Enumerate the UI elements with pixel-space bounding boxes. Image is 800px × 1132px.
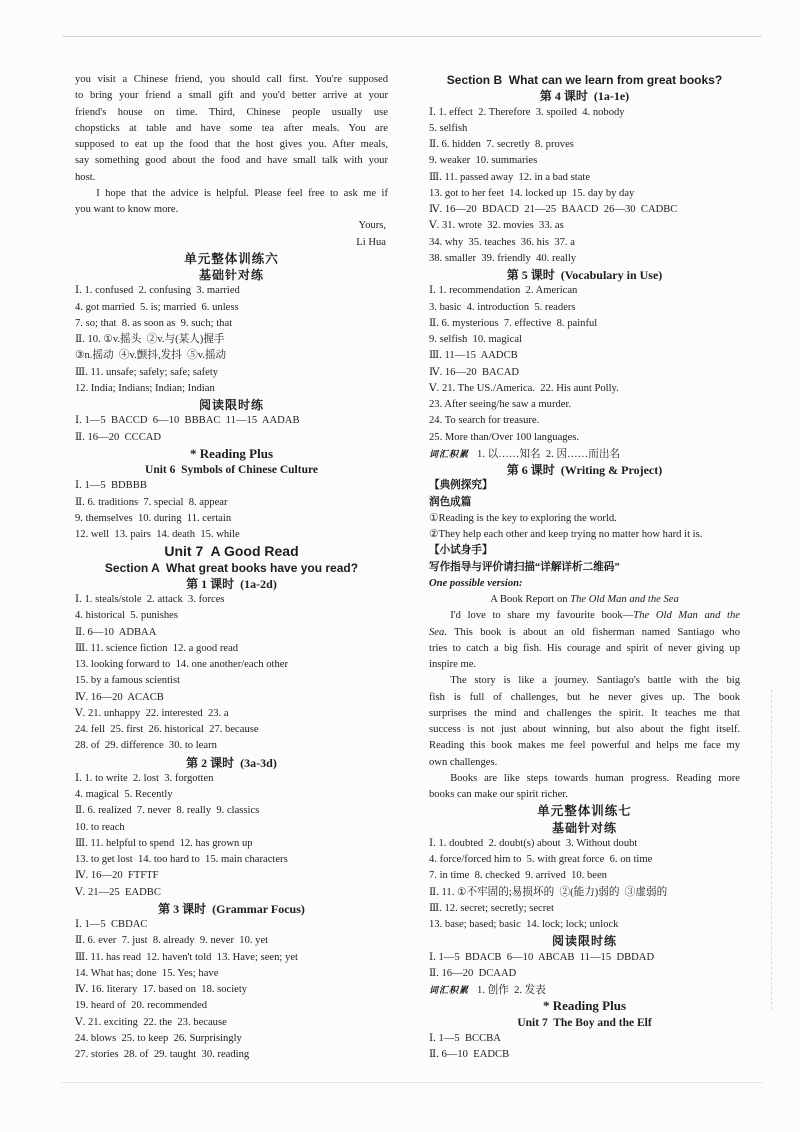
answer-line: Ⅱ. 6. realized 7. never 8. really 9. classics xyxy=(75,805,260,817)
review-title: 单元整体训练六 xyxy=(184,251,279,266)
essay-line: inspire me. xyxy=(429,659,477,670)
letter-signature: Li Hua xyxy=(356,236,386,248)
lesson-title: 第 1 课时 (1a-2d) xyxy=(186,576,277,591)
answer-line: 13. looking forward to 14. one another/each other xyxy=(75,659,288,670)
answer-line: 19. heard of 20. recommended xyxy=(75,1000,208,1012)
answer-line: 12. well 13. pairs 14. death 15. while xyxy=(75,529,240,540)
answer-line: 24. To search for treasure. xyxy=(429,415,540,427)
essay-paragraph xyxy=(429,673,740,771)
lesson-title: 第 6 课时 (Writing & Project) xyxy=(506,463,663,477)
answer-line: 15. by a famous scientist xyxy=(75,675,181,687)
polished-sentence: ①Reading is the key to exploring the world. xyxy=(429,512,617,524)
answer-line: Ⅰ. 1. steals/stole 2. attack 3. forces xyxy=(75,594,225,605)
lesson-title: 第 2 课时 (3a-3d) xyxy=(186,755,277,770)
essay-line: Reading this book makes me feel powerful and helps me face my xyxy=(429,740,740,752)
lesson-title: 第 5 课时 (Vocabulary in Use) xyxy=(506,268,663,282)
bottom-rule xyxy=(62,1082,762,1083)
answer-line: 38. smaller 39. friendly 40. really xyxy=(429,252,577,264)
essay-line xyxy=(429,608,740,624)
answer-line: Ⅲ. 12. secret; secretly; secret xyxy=(429,902,554,914)
answer-line: 34. why 35. teaches 36. his 37. a xyxy=(429,236,575,248)
letter-closing: Yours, xyxy=(358,220,386,232)
reading-plus-title: * Reading Plus xyxy=(189,445,274,461)
answer-line: Ⅴ. 31. wrote 32. movies 33. as xyxy=(429,220,564,232)
answer-line: ③n.摇动 ④v.颤抖,发抖 ⑤v.摇动 xyxy=(75,350,227,362)
answer-line: 13. base; based; basic 14. lock; lock; unlock xyxy=(429,919,619,930)
lesson-6 xyxy=(429,462,740,803)
answer-line: 9. selfish 10. magical xyxy=(429,334,522,345)
answer-line: Ⅱ. 10. ①v.摇头 ②v.与(某人)握手 xyxy=(75,334,225,345)
book-title: The Old Man and the xyxy=(633,610,740,622)
answer-line: Ⅰ. 1—5 BDBBB xyxy=(75,480,147,492)
answer-line: Ⅲ. 11. passed away 12. in a bad state xyxy=(429,171,591,183)
answer-line: 7. in time 8. checked 9. arrived 10. been xyxy=(429,870,607,882)
answer-line: Ⅰ. 1—5 BDACB 6—10 ABCAB 11—15 DBDAD xyxy=(429,951,655,963)
letter-line: supposed to eat up the food that the host gives you. After meals, xyxy=(75,139,388,150)
answer-line: Ⅱ. 16—20 CCCAD xyxy=(75,431,162,443)
lesson-title: 第 4 课时 (1a-1e) xyxy=(539,89,630,104)
essay-line: tries to catch a big fish. His courage and spirit of never giving up xyxy=(429,642,740,654)
answer-line: Ⅰ. 1. doubted 2. doubt(s) about 3. Without doubt xyxy=(429,837,638,849)
answer-line: 13. to get lost 14. too hard to 15. main characters xyxy=(75,854,288,865)
left-column xyxy=(75,72,388,1063)
answer-line: Ⅳ. 16—20 BDACD 21—25 BAACD 26—30 CADBC xyxy=(429,204,678,215)
answer-line: Ⅰ. 1. to write 2. lost 3. forgotten xyxy=(75,772,214,784)
vocab-line xyxy=(429,446,740,462)
answer-line: Ⅲ. 11. science fiction 12. a good read xyxy=(75,642,239,654)
right-column xyxy=(429,72,740,1063)
basic-practice-title: 基础针对练 xyxy=(551,820,617,835)
version-label: One possible version: xyxy=(429,577,523,589)
answer-line: Ⅱ. 16—20 DCAAD xyxy=(429,967,517,979)
answer-line: 4. force/forced him to 5. with great force 6. on time xyxy=(429,854,653,865)
answer-line: Ⅳ. 16. literary 17. based on 18. society xyxy=(75,984,248,995)
answer-line: Ⅱ. 6—10 EADCB xyxy=(429,1049,510,1060)
vocab-label: 词汇积累 xyxy=(429,985,470,995)
essay-title xyxy=(429,592,740,608)
review-title: 单元整体训练七 xyxy=(537,804,632,819)
lesson-5 xyxy=(429,267,740,462)
answer-line: Ⅲ. 11. helpful to spend 12. has grown up xyxy=(75,837,253,849)
letter-line: host. xyxy=(75,171,96,183)
answer-line: 24. fell 25. first 26. historical 27. because xyxy=(75,724,259,735)
answer-line: Ⅱ. 6. ever 7. just 8. already 9. never 10. yet xyxy=(75,935,269,947)
lesson-4 xyxy=(429,88,740,267)
answer-line: Ⅰ. 1—5 BACCD 6—10 BBBAC 11—15 AADAB xyxy=(75,415,300,427)
answer-line: 5. selfish xyxy=(429,122,468,134)
essay-line: surprises the mind and challenges the spirit. It teaches me that xyxy=(429,707,740,719)
vocab-label: 词汇积累 xyxy=(429,448,470,459)
timed-reading-title: 阅读限时练 xyxy=(551,934,617,949)
answer-line: Ⅳ. 16—20 BACAD xyxy=(429,366,520,378)
writing-guide-note: 写作指导与评价请扫描“详解详析二维码” xyxy=(429,561,620,573)
answer-line: 24. blows 25. to keep 26. Surprisingly xyxy=(75,1032,242,1044)
essay-line xyxy=(429,625,740,641)
polished-sentence: ②They help each other and keep trying no matter how hard it is. xyxy=(429,529,703,540)
unit6-review xyxy=(75,251,388,446)
answer-line: 4. got married 5. is; married 6. unless xyxy=(75,301,239,313)
letter-line: friend's house on time. Third, Chinese people usually use xyxy=(75,106,388,118)
answer-line: Ⅴ. 21. exciting 22. the 23. because xyxy=(75,1016,227,1028)
essay-title-prefix: A Book Report on xyxy=(490,594,571,605)
vocab-text: 1. 创作 2. 发表 xyxy=(477,985,546,996)
letter-line: I hope that the advice is helpful. Please feel free to ask me if xyxy=(96,187,388,199)
reading-plus-unit: Unit 7 The Boy and the Elf xyxy=(517,1016,652,1029)
answer-line: 25. More than/Over 100 languages. xyxy=(429,431,580,443)
answer-line: Ⅱ. 11. ①不牢固的;易损坏的 ②(能力)弱的 ③虚弱的 xyxy=(429,886,668,898)
answer-line: 7. so; that 8. as soon as 9. such; that xyxy=(75,317,233,329)
answer-line: Ⅰ. 1. confused 2. confusing 3. married xyxy=(75,285,240,297)
vocab-text: 1. 以……知名 2. 因……而出名 xyxy=(477,448,621,460)
basic-practice-title: 基础针对练 xyxy=(198,268,264,282)
answer-line: 9. themselves 10. during 11. certain xyxy=(75,512,232,524)
book-title: Sea xyxy=(429,626,445,638)
essay-line: Books are like steps towards human progress. Reading more xyxy=(450,772,740,784)
essay-line: success is not just about winning, but also about the fight itself. xyxy=(429,724,740,735)
answer-line: Ⅲ. 11—15 AADCB xyxy=(429,350,518,362)
reading-plus-unit6 xyxy=(75,446,388,544)
answer-line: Ⅳ. 16—20 FTFTF xyxy=(75,870,159,882)
lesson-title: 第 3 课时 (Grammar Focus) xyxy=(158,901,305,916)
unit7-section-a xyxy=(75,543,388,1063)
answer-line: 28. of 29. difference 30. to learn xyxy=(75,740,217,752)
top-rule xyxy=(62,36,762,37)
section-title: Section B What can we learn from great books? xyxy=(446,73,723,87)
practice-tag: 【小试身手】 xyxy=(429,545,493,557)
answer-line: Ⅲ. 11. has read 12. haven't told 13. Have; seen; yet xyxy=(75,951,298,963)
answer-line: Ⅰ. 1. recommendation 2. American xyxy=(429,285,578,297)
reading-plus-unit: Unit 6 Symbols of Chinese Culture xyxy=(145,464,318,476)
answer-line: 13. got to her feet 14. locked up 15. day by day xyxy=(429,187,635,199)
letter-line: to bring your friend a small gift and you'd better arrive at your xyxy=(75,90,388,102)
section-title: Section A What great books have you read? xyxy=(104,560,359,575)
answer-line: 4. magical 5. Recently xyxy=(75,789,173,800)
letter-line: you want to know more. xyxy=(75,204,179,215)
answer-line: 14. What has; done 15. Yes; have xyxy=(75,967,219,979)
answer-line: 12. India; Indians; Indian; Indian xyxy=(75,382,215,394)
vocab-line xyxy=(429,982,740,998)
essay-paragraph xyxy=(429,608,740,673)
reading-plus-title: * Reading Plus xyxy=(542,998,627,1014)
letter-line: chopsticks at table and have some tea after meals. You are xyxy=(75,122,388,134)
unit7-review xyxy=(429,803,740,998)
essay-line: The story is like a journey. Santiago's battle with the big xyxy=(450,675,740,687)
letter-line: say something good about the food and have small talk with your xyxy=(75,155,388,167)
answer-line: 4. historical 5. punishes xyxy=(75,610,178,622)
answer-line: Ⅰ. 1. effect 2. Therefore 3. spoiled 4. nobody xyxy=(429,106,625,118)
answer-line: 10. to reach xyxy=(75,821,125,833)
essay-text: . This book is about an old fisherman named Santiago who xyxy=(444,626,740,638)
letter-tail xyxy=(75,72,388,251)
timed-reading-title: 阅读限时练 xyxy=(198,398,264,412)
answer-line: Ⅰ. 1—5 BCCBA xyxy=(429,1032,501,1044)
answer-line: Ⅲ. 11. unsafe; safely; safe; safety xyxy=(75,366,219,378)
answer-line: 23. After seeing/he saw a murder. xyxy=(429,399,572,410)
essay-line: fish is full of challenges, but he never gives up. The book xyxy=(429,691,740,703)
answer-line: Ⅱ. 6. mysterious 7. effective 8. painful xyxy=(429,317,598,329)
unit-title: Unit 7 A Good Read xyxy=(164,543,299,560)
answer-line: Ⅱ. 6—10 ADBAA xyxy=(75,626,157,638)
answer-line: Ⅴ. 21. unhappy 22. interested 23. a xyxy=(75,707,229,719)
book-title: The Old Man and the Sea xyxy=(570,594,679,605)
answer-line: 9. weaker 10. summaries xyxy=(429,155,538,167)
polish-title: 润色成篇 xyxy=(429,496,472,508)
essay-text: I'd love to share my favourite book— xyxy=(450,610,634,622)
essay-line: own challenges. xyxy=(429,756,498,768)
answer-line: Ⅴ. 21—25 EADBC xyxy=(75,886,161,898)
answer-line: 27. stories 28. of 29. taught 30. reading xyxy=(75,1049,250,1060)
essay-paragraph xyxy=(429,771,740,804)
essay-line: books can make our spirit richer. xyxy=(429,789,568,800)
answer-line: Ⅰ. 1—5 CBDAC xyxy=(75,919,148,930)
letter-line: you visit a Chinese friend, you should call first. You're supposed xyxy=(75,74,388,85)
reading-plus-unit7 xyxy=(429,998,740,1063)
answer-line: 3. basic 4. introduction 5. readers xyxy=(429,301,576,313)
scan-edge xyxy=(771,690,772,1010)
answer-line: Ⅳ. 16—20 ACACB xyxy=(75,691,164,703)
answer-line: Ⅱ. 6. traditions 7. special 8. appear xyxy=(75,496,228,508)
answer-line: Ⅴ. 21. The US./America. 22. His aunt Polly. xyxy=(429,382,619,394)
answer-line: Ⅱ. 6. hidden 7. secretly 8. proves xyxy=(429,139,574,150)
example-tag: 【典例探究】 xyxy=(429,480,493,492)
